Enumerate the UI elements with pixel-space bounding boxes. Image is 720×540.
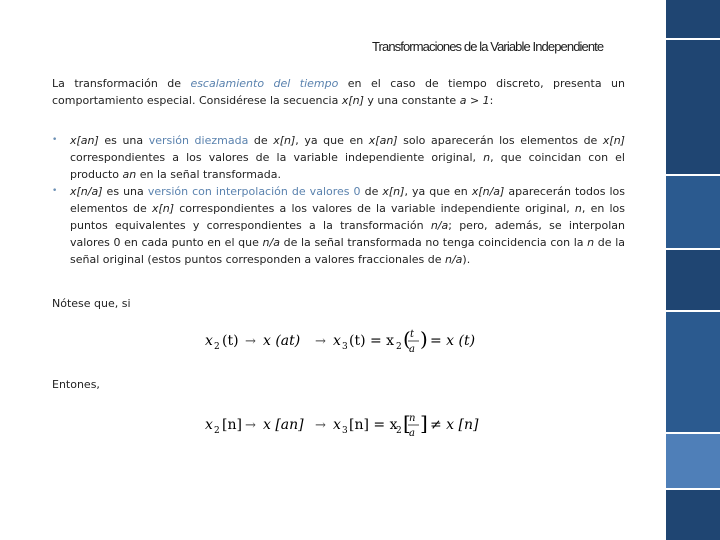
bullet2-text: aparecerán todos los elementos de bbox=[70, 185, 625, 215]
bullet-list bbox=[52, 132, 625, 268]
f1-end: = x (t) bbox=[430, 333, 476, 349]
bullet-decimated bbox=[52, 132, 625, 183]
bullet2-text: correspondientes a los valores de la variable independiente original, bbox=[174, 202, 575, 215]
f2-end: ≠ x [n] bbox=[430, 417, 479, 433]
bullet2-text: , ya que en bbox=[404, 185, 472, 198]
bullet1-text: solo aparecerán los elementos de bbox=[397, 134, 603, 147]
f2-arrow2: → bbox=[315, 418, 326, 433]
bullet2-term: x[n/a] bbox=[70, 185, 103, 198]
f2-rhs: [n] = x bbox=[349, 417, 398, 433]
intro-text-3: en el caso de tiempo discreto, presenta un comportamiento especial. Considérese la secuencia bbox=[52, 77, 625, 107]
sidebar-block-5 bbox=[666, 312, 720, 432]
bullet2-term: x[n] bbox=[382, 185, 405, 198]
sidebar-block-1 bbox=[666, 0, 720, 38]
f1-x3: x bbox=[333, 333, 341, 349]
bullet2-highlight: versión con interpolación de valores 0 bbox=[147, 185, 361, 198]
bullet1-text: , que coincidan con el producto bbox=[70, 151, 625, 181]
bullet1-term: x[an] bbox=[70, 134, 99, 147]
sidebar-block-6 bbox=[666, 434, 720, 488]
bullet1-term: an bbox=[122, 168, 137, 181]
f1-arrow: → bbox=[245, 334, 256, 349]
f1-sub2: 2 bbox=[214, 342, 220, 352]
bullet2-text: es una bbox=[102, 185, 148, 198]
bullet2-term: n bbox=[587, 236, 595, 249]
f2-sub2: 2 bbox=[214, 426, 220, 436]
f1-sub3: 3 bbox=[342, 342, 348, 352]
bullet2-text: ). bbox=[462, 253, 471, 266]
bullet2-text: de la señal transformada no tenga coincidencia con la bbox=[279, 236, 588, 249]
intro-text-5: y una constante bbox=[363, 94, 460, 107]
bullet1-term: x[n] bbox=[273, 134, 296, 147]
f2-frac-num: n bbox=[409, 413, 416, 424]
f2-arrow: → bbox=[245, 418, 256, 433]
f2-frac-den: a bbox=[409, 428, 415, 439]
formula-continuous bbox=[203, 322, 483, 364]
intro-signal: x[n] bbox=[341, 94, 364, 107]
f1-paren-close: ) bbox=[420, 327, 428, 351]
bullet2-term: n/a bbox=[262, 236, 280, 249]
sidebar-block-4 bbox=[666, 250, 720, 310]
bullet1-text: de bbox=[248, 134, 274, 147]
bullet2-term: x[n/a] bbox=[471, 185, 505, 198]
f2-mid: x [an] bbox=[263, 417, 304, 433]
bullet2-text: , en los puntos equivalentes y correspondientes a la transformación bbox=[70, 202, 625, 232]
decorative-sidebar bbox=[666, 0, 720, 540]
bullet1-highlight: versión diezmada bbox=[148, 134, 249, 147]
bullet1-term: x[an] bbox=[368, 134, 398, 147]
bullet2-term: x[n] bbox=[151, 202, 175, 215]
bullet1-text: correspondientes a los valores de la variable independiente original, bbox=[70, 151, 484, 164]
f2-rhs-sub: 2 bbox=[396, 426, 402, 436]
bullet2-term: n/a bbox=[430, 219, 449, 232]
intro-highlight: escalamiento del tiempo bbox=[190, 77, 339, 90]
sidebar-block-3 bbox=[666, 176, 720, 248]
intro-constant: a > 1 bbox=[459, 94, 490, 107]
f2-bracket-close: ] bbox=[420, 411, 428, 435]
f1-frac-num: t bbox=[410, 329, 415, 340]
bullet2-term: n/a bbox=[445, 253, 463, 266]
bullet2-text: ; pero, además, se interpolan valores 0 en cada punto en el que bbox=[70, 219, 626, 249]
f2-x3: x bbox=[333, 417, 341, 433]
f1-frac-den: a bbox=[409, 344, 415, 355]
bullet2-text: de bbox=[360, 185, 383, 198]
bullet1-term: n bbox=[483, 151, 491, 164]
formula-discrete bbox=[203, 406, 483, 448]
note-entonces: Entones, bbox=[52, 378, 100, 391]
bullet2-term: n bbox=[574, 202, 582, 215]
bullet1-term: x[n] bbox=[602, 134, 625, 147]
f1-arg: (t) bbox=[222, 333, 239, 349]
f1-rhs-sub: 2 bbox=[396, 342, 402, 352]
sidebar-block-7 bbox=[666, 490, 720, 540]
bullet1-text: , ya que en bbox=[295, 134, 369, 147]
f1-arrow2: → bbox=[315, 334, 326, 349]
sidebar-block-2 bbox=[666, 40, 720, 174]
intro-paragraph bbox=[52, 75, 625, 109]
f2-bracket-open: [ bbox=[403, 411, 411, 435]
bullet-interpolated bbox=[52, 183, 625, 268]
bullet-dot: • bbox=[52, 186, 58, 196]
f1-x2: x bbox=[205, 333, 213, 349]
bullet1-text: en la señal transformada. bbox=[136, 168, 281, 181]
bullet1-text: es una bbox=[98, 134, 149, 147]
bullet-dot: • bbox=[52, 135, 58, 145]
f2-x2: x bbox=[205, 417, 213, 433]
f1-rhs: (t) = x bbox=[349, 333, 395, 349]
f1-paren-open: ( bbox=[403, 327, 411, 351]
f2-arg: [n] bbox=[222, 417, 242, 433]
f1-mid: x (at) bbox=[263, 333, 301, 349]
intro-text-7: : bbox=[489, 94, 494, 107]
f2-sub3: 3 bbox=[342, 426, 348, 436]
bullet2-text: de la señal original (estos puntos corresponden a valores fraccionales de bbox=[70, 236, 626, 266]
slide-title: Transformaciones de la Variable Independiente bbox=[372, 39, 604, 54]
note-si: Nótese que, si bbox=[52, 297, 131, 310]
intro-text-1: La transformación de bbox=[52, 77, 191, 90]
